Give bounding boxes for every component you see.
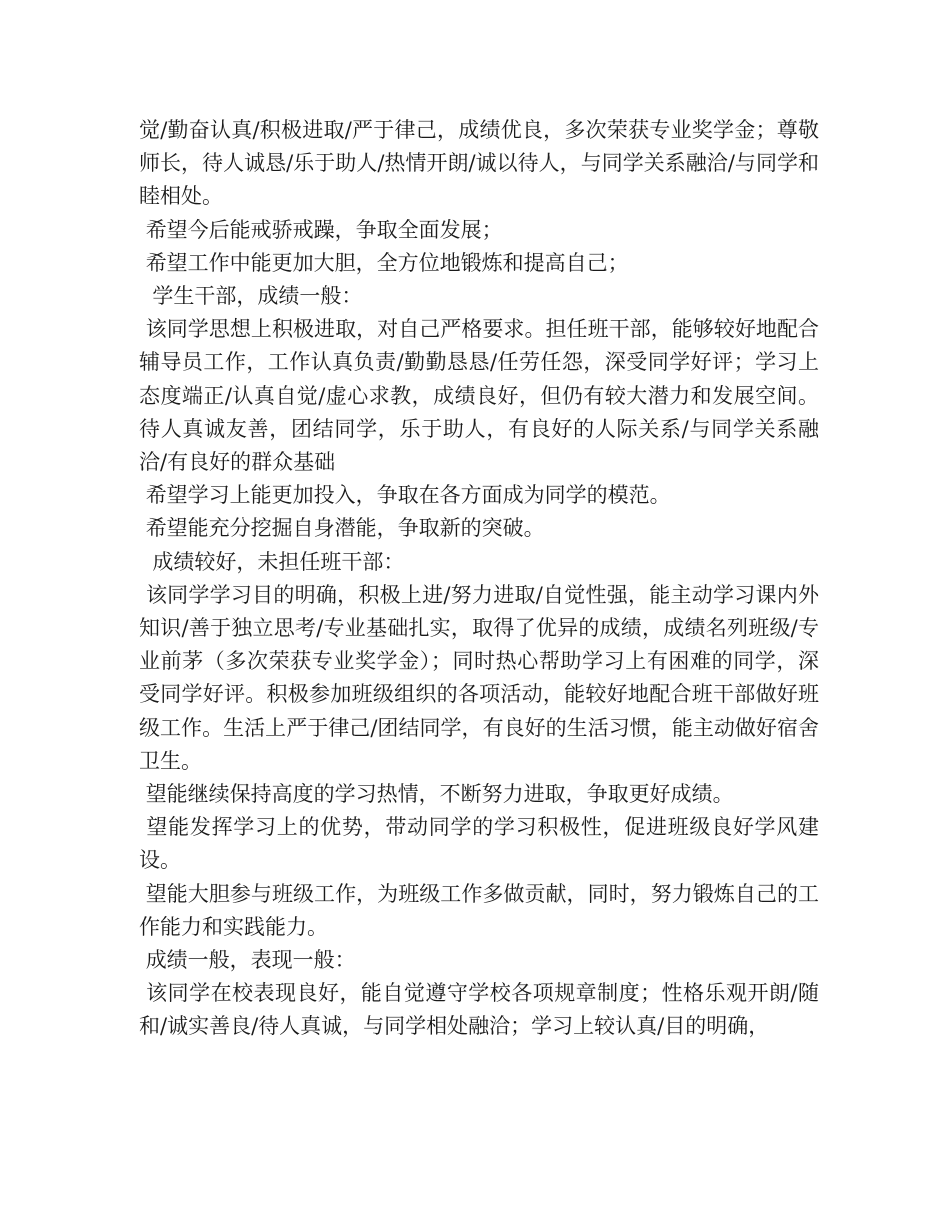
section-heading: 学生干部，成绩一般： [139, 284, 363, 309]
paragraph: 该同学学习目的明确，积极上进/努力进取/自觉性强，能主动学习课内外知识/善于独立思考/专业基础扎实，取得了优异的成绩，成绩名列班级/专业前茅（多次荣获专业奖学金）；同时热心帮助学习上有困难的同学，深受同学好评。积极参加班级组织的各项活动，能较好地配合班干部做好班级工作。生活上严于律己/团结同学，有良好的生活习惯，能主动做好宿舍卫生。 [139, 582, 819, 773]
paragraph: 觉/勤奋认真/积极进取/严于律己，成绩优良，多次荣获专业奖学金；尊敬师长，待人诚恳/乐于助人/热情开朗/诚以待人，与同学关系融洽/与同学和睦相处。 [139, 118, 819, 209]
paragraph: 希望能充分挖掘自身潜能，争取新的突破。 [139, 516, 545, 541]
paragraph: 希望学习上能更加投入，争取在各方面成为同学的模范。 [139, 483, 671, 508]
paragraph: 该同学在校表现良好，能自觉遵守学校各项规章制度；性格乐观开朗/随和/诚实善良/待人真诚，与同学相处融洽；学习上较认真/目的明确， [139, 981, 819, 1039]
paragraph: 望能发挥学习上的优势，带动同学的学习积极性，促进班级良好学风建设。 [139, 815, 819, 873]
section-heading: 成绩较好，未担任班干部： [139, 549, 405, 574]
paragraph: 希望工作中能更加大胆，全方位地锻炼和提高自己； [139, 250, 629, 275]
paragraph: 望能大胆参与班级工作，为班级工作多做贡献，同时，努力锻炼自己的工作能力和实践能力。 [139, 881, 819, 939]
paragraph: 该同学思想上积极进取，对自己严格要求。担任班干部，能够较好地配合辅导员工作，工作认真负责/勤勤恳恳/任劳任怨，深受同学好评；学习上态度端正/认真自觉/虚心求教，成绩良好，但仍有较大潜力和发展空间。待人真诚友善，团结同学，乐于助人，有良好的人际关系/与同学关系融洽/有良好的群众基础 [139, 317, 819, 475]
section-heading: 成绩一般，表现一般： [139, 948, 356, 973]
document-body [139, 114, 819, 1044]
paragraph: 望能继续保持高度的学习热情，不断努力进取，争取更好成绩。 [139, 782, 734, 807]
paragraph: 希望今后能戒骄戒躁，争取全面发展； [139, 217, 503, 242]
